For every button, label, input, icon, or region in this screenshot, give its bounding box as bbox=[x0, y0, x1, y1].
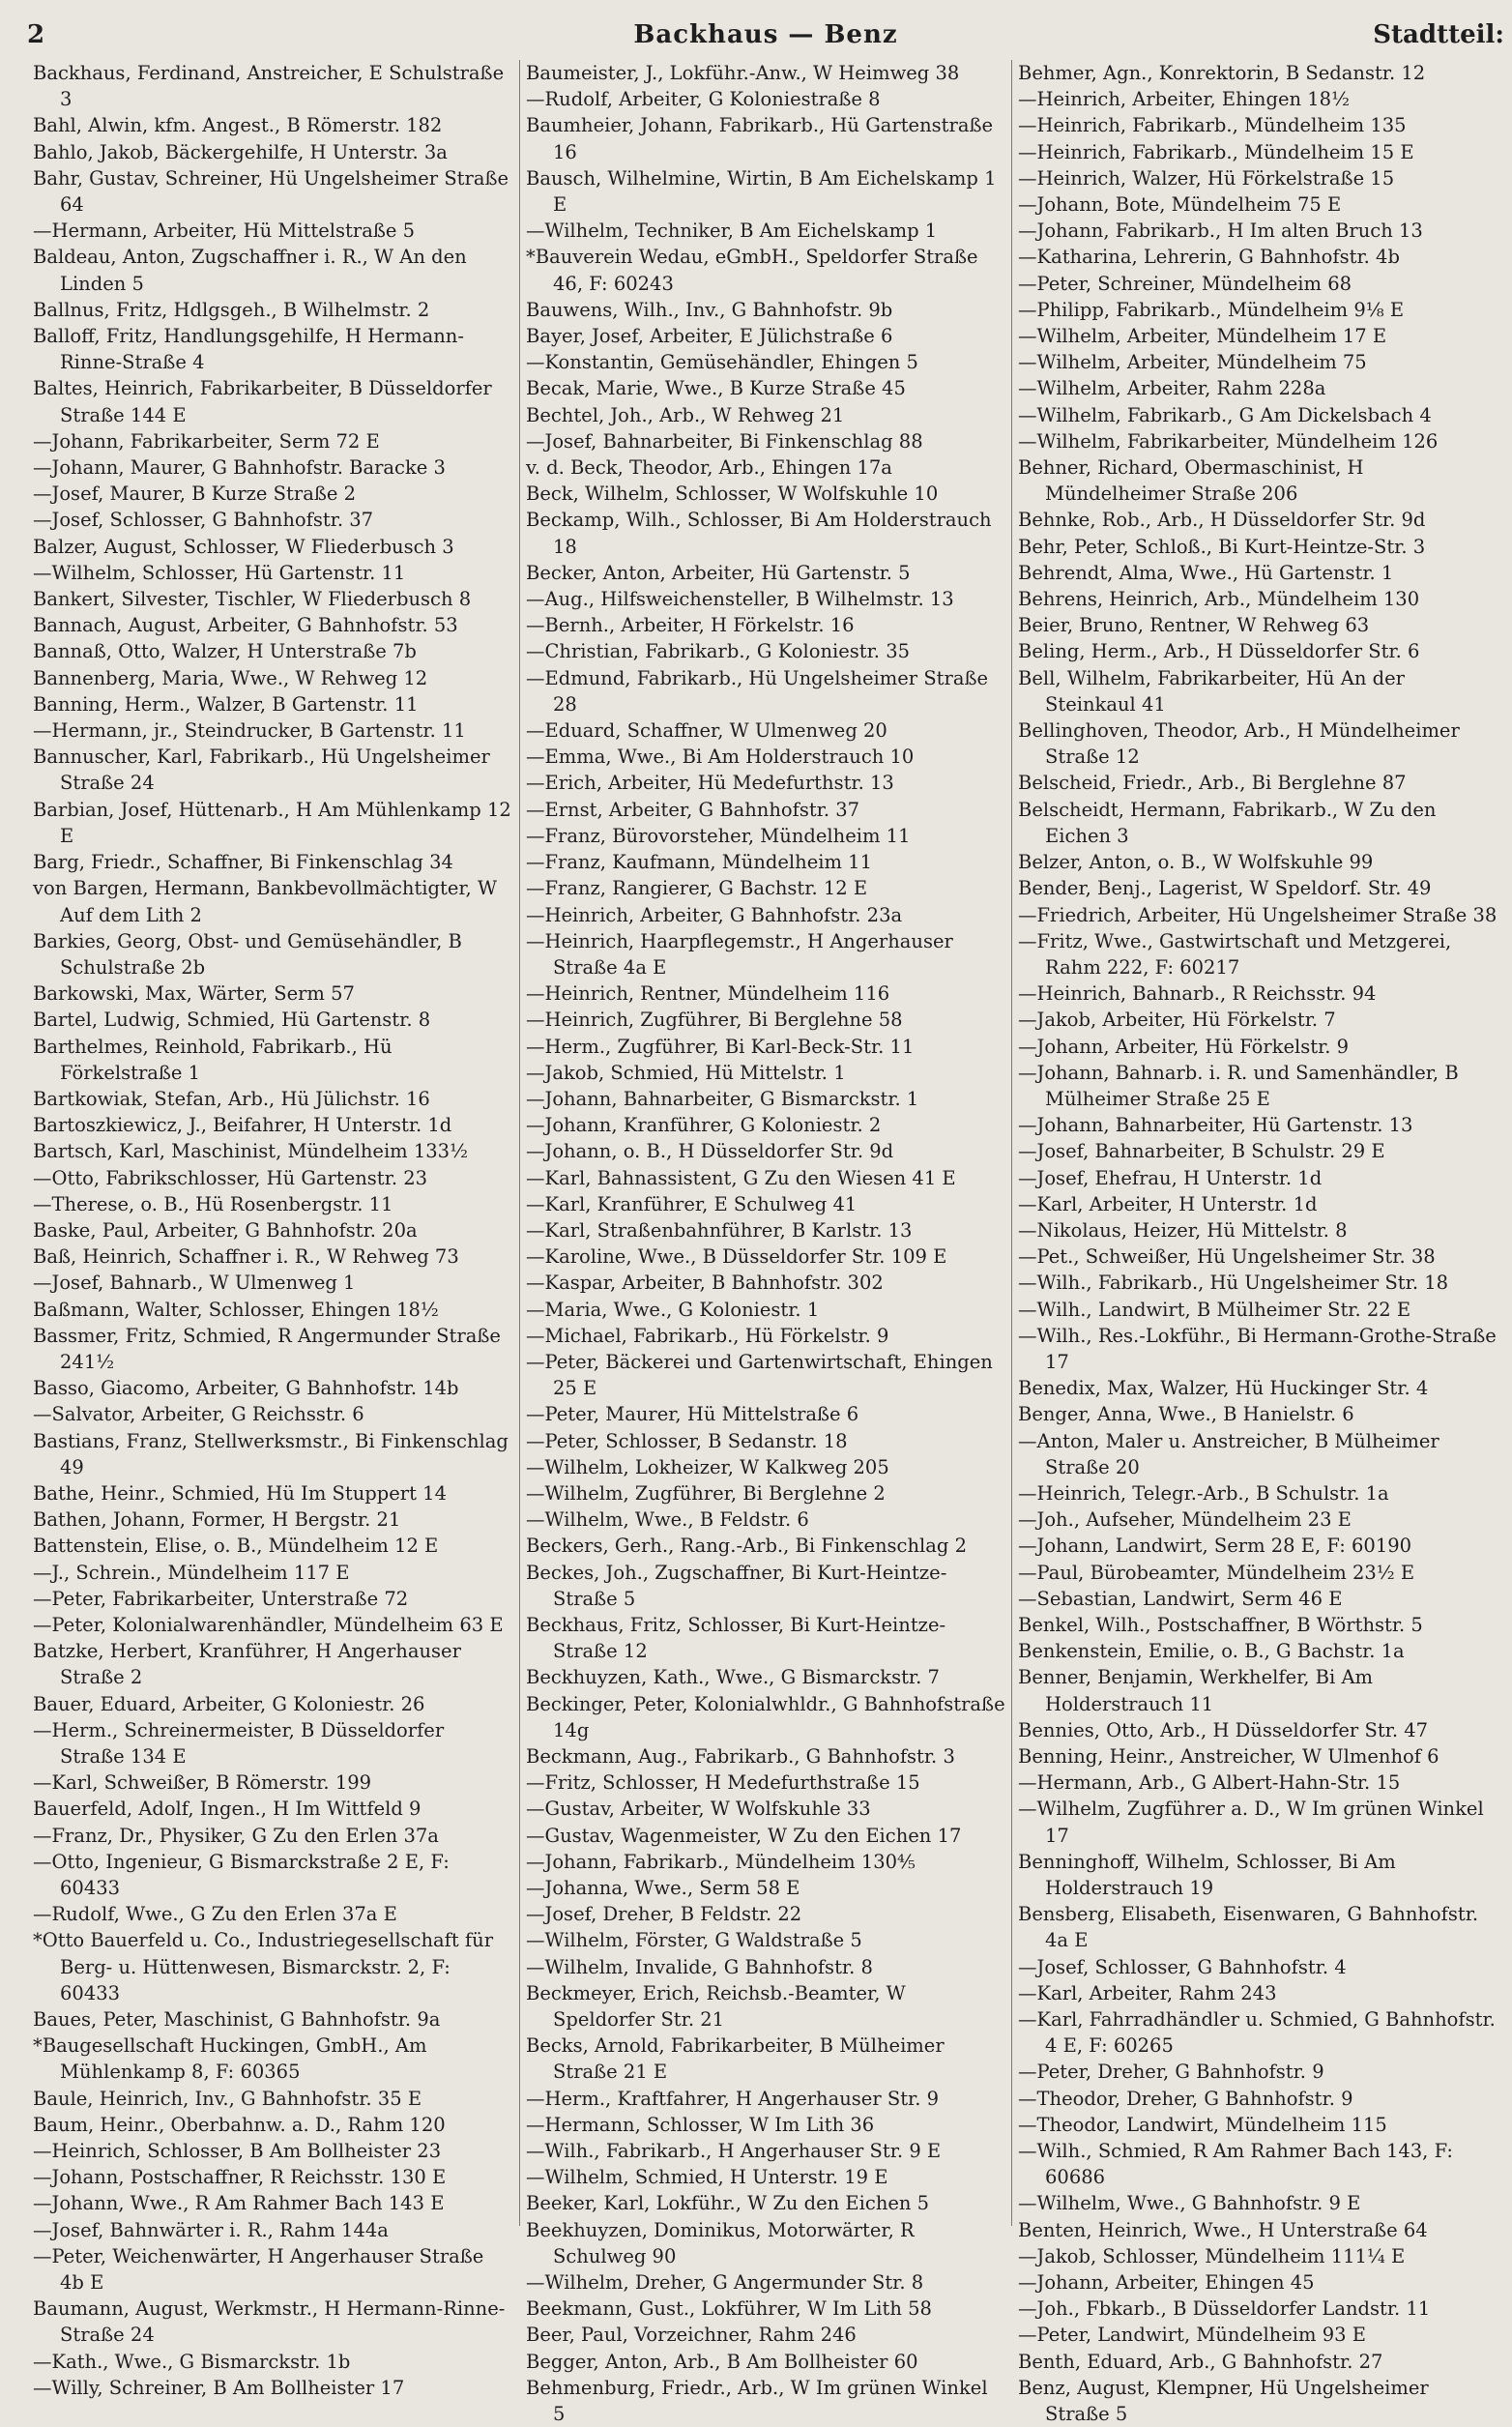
directory-entry: —Karl, Fahrradhändler u. Schmied, G Bahnhofstr. 4 E, F: 60265 bbox=[1018, 2008, 1496, 2058]
directory-entry: —Theodor, Dreher, G Bahnhofstr. 9 bbox=[1018, 2087, 1353, 2110]
directory-entry: —Wilhelm, Wwe., B Feldstr. 6 bbox=[526, 1508, 809, 1532]
directory-entry: —Johann, Postschaffner, R Reichsstr. 130 E bbox=[33, 2166, 447, 2189]
directory-entry: —Karoline, Wwe., B Düsseldorfer Str. 109 E bbox=[526, 1245, 947, 1269]
directory-entry: —J., Schrein., Mündelheim 117 E bbox=[33, 1561, 350, 1584]
directory-entry: Ballnus, Fritz, Hdlgsgeh., B Wilhelmstr. 2 bbox=[33, 298, 430, 321]
directory-entry: —Josef, Bahnwärter i. R., Rahm 144a bbox=[33, 2218, 389, 2241]
directory-entry: —Peter, Schlosser, B Sedanstr. 18 bbox=[526, 1429, 848, 1452]
directory-entry: —Joh., Aufseher, Mündelheim 23 E bbox=[1018, 1508, 1352, 1532]
directory-entry: —Bernh., Arbeiter, H Förkelstr. 16 bbox=[526, 614, 855, 637]
directory-entry: Beling, Herm., Arb., H Düsseldorfer Str. 6 bbox=[1018, 640, 1420, 663]
directory-entry: Barbian, Josef, Hüttenarb., H Am Mühlenkamp 12 E bbox=[33, 798, 511, 847]
directory-entry: —Salvator, Arbeiter, G Reichsstr. 6 bbox=[33, 1403, 364, 1426]
directory-entry: —Johann, Fabrikarb., H Im alten Bruch 13 bbox=[1018, 219, 1423, 243]
directory-entry: —Franz, Kaufmann, Mündelheim 11 bbox=[526, 851, 872, 874]
directory-entry: Benkenstein, Emilie, o. B., G Bachstr. 1a bbox=[1018, 1640, 1405, 1663]
directory-entry: Bannach, August, Arbeiter, G Bahnhofstr. 53 bbox=[33, 614, 458, 637]
directory-entry: Benth, Eduard, Arb., G Bahnhofstr. 27 bbox=[1018, 2350, 1383, 2373]
directory-column-1 bbox=[27, 60, 519, 2399]
directory-entry: —Johann, Bahnarbeiter, G Bismarckstr. 1 bbox=[526, 1087, 919, 1110]
directory-entry: —Wilhelm, Zugführer a. D., W Im grünen Winkel 17 bbox=[1018, 1798, 1484, 1847]
directory-entry: Barkies, Georg, Obst- und Gemüsehändler, B Schulstraße 2b bbox=[33, 929, 462, 979]
directory-entry: Beckmann, Aug., Fabrikarb., G Bahnhofstr. 3 bbox=[526, 1745, 955, 1768]
directory-entry: Backhaus, Ferdinand, Anstreicher, E Schulstraße 3 bbox=[33, 62, 505, 111]
directory-entry: Beckamp, Wilh., Schlosser, Bi Am Holderstrauch 18 bbox=[526, 509, 992, 558]
directory-entry: —Karl, Straßenbahnführer, B Karlstr. 13 bbox=[526, 1218, 913, 1242]
directory-entry: Behr, Peter, Schloß., Bi Kurt-Heintze-Str. 3 bbox=[1018, 535, 1426, 558]
directory-entry: Beckers, Gerh., Rang.-Arb., Bi Finkenschlag 2 bbox=[526, 1535, 967, 1558]
directory-entry: Behrens, Heinrich, Arb., Mündelheim 130 bbox=[1018, 588, 1420, 611]
directory-entry: Beekhuyzen, Dominikus, Motorwärter, R Schulweg 90 bbox=[526, 2218, 915, 2267]
page-title: Backhaus — Benz bbox=[633, 20, 898, 49]
directory-entry: v. d. Beck, Theodor, Arb., Ehingen 17a bbox=[526, 456, 892, 480]
directory-entry: —Peter, Bäckerei und Gartenwirtschaft, Ehingen 25 E bbox=[526, 1350, 993, 1400]
directory-entry: —Hermann, Schlosser, W Im Lith 36 bbox=[526, 2113, 875, 2136]
directory-entry: —Johann, Arbeiter, Ehingen 45 bbox=[1018, 2271, 1315, 2295]
directory-entry: —Erich, Arbeiter, Hü Medefurthstr. 13 bbox=[526, 772, 894, 795]
directory-entry: —Johann, Bahnarbeiter, Hü Gartenstr. 13 bbox=[1018, 1114, 1413, 1137]
directory-entry: —Theodor, Landwirt, Mündelheim 115 bbox=[1018, 2113, 1387, 2136]
directory-entry: —Jakob, Schlosser, Mündelheim 111¼ E bbox=[1018, 2244, 1406, 2267]
directory-entry: Beeker, Karl, Lokführ., W Zu den Eichen 5 bbox=[526, 2192, 930, 2215]
directory-entry: —Edmund, Fabrikarb., Hü Ungelsheimer Straße 28 bbox=[526, 666, 989, 716]
directory-entry: —Eduard, Schaffner, W Ulmenweg 20 bbox=[526, 719, 887, 743]
directory-entry: Beck, Wilhelm, Schlosser, W Wolfskuhle 10 bbox=[526, 482, 939, 506]
directory-entry: —Wilhelm, Lokheizer, W Kalkweg 205 bbox=[526, 1455, 889, 1478]
directory-entry: Baltes, Heinrich, Fabrikarbeiter, B Düsseldorfer Straße 144 E bbox=[33, 377, 492, 426]
directory-entry: —Wilhelm, Zugführer, Bi Berglehne 2 bbox=[526, 1481, 886, 1505]
directory-entry: —Heinrich, Zugführer, Bi Berglehne 58 bbox=[526, 1009, 903, 1032]
directory-entry: —Josef, Maurer, B Kurze Straße 2 bbox=[33, 482, 356, 506]
directory-entry: Beckmeyer, Erich, Reichsb.-Beamter, W Speldorfer Str. 21 bbox=[526, 1981, 906, 2032]
directory-entry: —Otto, Fabrikschlosser, Hü Gartenstr. 23 bbox=[33, 1166, 428, 1189]
directory-entry: —Christian, Fabrikarb., G Koloniestr. 35 bbox=[526, 640, 911, 663]
directory-entry: Belzer, Anton, o. B., W Wolfskuhle 99 bbox=[1018, 851, 1374, 874]
directory-entry: —Heinrich, Fabrikarb., Mündelheim 15 E bbox=[1018, 140, 1414, 163]
directory-entry: —Wilhelm, Schmied, H Unterstr. 19 E bbox=[526, 2166, 888, 2189]
directory-entry: Bassmer, Fritz, Schmied, R Angermunder Straße 241½ bbox=[33, 1324, 501, 1373]
directory-entry: Basso, Giacomo, Arbeiter, G Bahnhofstr. 14b bbox=[33, 1377, 459, 1400]
directory-entry: —Wilhelm, Dreher, G Angermunder Str. 8 bbox=[526, 2271, 924, 2295]
directory-entry: —Hermann, jr., Steindrucker, B Gartenstr. 11 bbox=[33, 719, 466, 743]
directory-entry: —Michael, Fabrikarb., Hü Förkelstr. 9 bbox=[526, 1324, 889, 1347]
directory-entry: —Willy, Schreiner, B Am Bollheister 17 bbox=[33, 2376, 405, 2399]
directory-entry: Baske, Paul, Arbeiter, G Bahnhofstr. 20a bbox=[33, 1218, 418, 1242]
directory-entry: —Heinrich, Schlosser, B Am Bollheister 23 bbox=[33, 2140, 442, 2163]
directory-entry: —Fritz, Wwe., Gastwirtschaft und Metzgerei, Rahm 222, F: 60217 bbox=[1018, 929, 1452, 979]
directory-entry: Bannenberg, Maria, Wwe., W Rehweg 12 bbox=[33, 666, 428, 689]
directory-entry: —Therese, o. B., Hü Rosenbergstr. 11 bbox=[33, 1192, 393, 1215]
directory-entry: —Wilh., Landwirt, B Mülheimer Str. 22 E bbox=[1018, 1298, 1411, 1321]
directory-entry: —Johann, Landwirt, Serm 28 E, F: 60190 bbox=[1018, 1535, 1412, 1558]
directory-entry: —Rudolf, Wwe., G Zu den Erlen 37a E bbox=[33, 1903, 397, 1926]
directory-entry: Bender, Benj., Lagerist, W Speldorf. Str. 49 bbox=[1018, 877, 1432, 900]
directory-entry: —Josef, Bahnarb., W Ulmenweg 1 bbox=[33, 1272, 356, 1295]
directory-entry: —Nikolaus, Heizer, Hü Mittelstr. 8 bbox=[1018, 1218, 1348, 1242]
directory-entry: Bahr, Gustav, Schreiner, Hü Ungelsheimer Straße 64 bbox=[33, 166, 509, 217]
directory-entry: —Johann, Bahnarb. i. R. und Samenhändler, B Mülheimer Straße 25 E bbox=[1018, 1061, 1459, 1110]
directory-column-3 bbox=[1011, 60, 1503, 2426]
directory-entry: —Heinrich, Telegr.-Arb., B Schulstr. 1a bbox=[1018, 1481, 1389, 1505]
directory-entry: Beckhuyzen, Kath., Wwe., G Bismarckstr. 7 bbox=[526, 1666, 940, 1689]
directory-entry: Benz, August, Klempner, Hü Ungelsheimer Straße 5 bbox=[1018, 2376, 1429, 2426]
directory-entry: —Johann, Bote, Mündelheim 75 E bbox=[1018, 193, 1342, 217]
directory-entry: Banning, Herm., Walzer, B Gartenstr. 11 bbox=[33, 692, 419, 716]
directory-entry: —Wilhelm, Schlosser, Hü Gartenstr. 11 bbox=[33, 561, 406, 584]
directory-entry: Bennies, Otto, Arb., H Düsseldorfer Str. 47 bbox=[1018, 1718, 1429, 1741]
page-header bbox=[27, 15, 1504, 54]
directory-entry: Behmenburg, Friedr., Arb., W Im grünen Winkel 5 bbox=[526, 2376, 988, 2426]
directory-entry: Behnke, Rob., Arb., H Düsseldorfer Str. 9d bbox=[1018, 509, 1426, 532]
directory-entry: Bastians, Franz, Stellwerksmstr., Bi Finkenschlag 49 bbox=[33, 1429, 509, 1478]
directory-entry: Beckes, Joh., Zugschaffner, Bi Kurt-Heintze-Straße 5 bbox=[526, 1561, 947, 1610]
directory-entry: Batzke, Herbert, Kranführer, H Angerhauser Straße 2 bbox=[33, 1640, 461, 1689]
directory-entry: —Josef, Schlosser, G Bahnhofstr. 37 bbox=[33, 509, 374, 532]
directory-entry: —Pet., Schweißer, Hü Ungelsheimer Str. 38 bbox=[1018, 1245, 1436, 1269]
directory-entry: —Johann, Fabrikarbeiter, Serm 72 E bbox=[33, 429, 380, 453]
directory-entry: —Gustav, Arbeiter, W Wolfskuhle 33 bbox=[526, 1798, 871, 1821]
directory-entry: —Peter, Kolonialwarenhändler, Mündelheim 63 E bbox=[33, 1613, 504, 1636]
directory-entry: Barthelmes, Reinhold, Fabrikarb., Hü Förkelstraße 1 bbox=[33, 1035, 393, 1084]
directory-entry: —Heinrich, Walzer, Hü Förkelstraße 15 bbox=[1018, 166, 1395, 190]
directory-entry: Benedix, Max, Walzer, Hü Huckinger Str. 4 bbox=[1018, 1377, 1429, 1400]
directory-entry: Baßmann, Walter, Schlosser, Ehingen 18½ bbox=[33, 1298, 439, 1321]
directory-entry: —Friedrich, Arbeiter, Hü Ungelsheimer Straße 38 bbox=[1018, 903, 1497, 926]
directory-entry: —Wilhelm, Arbeiter, Mündelheim 75 bbox=[1018, 351, 1367, 374]
directory-entry: Benning, Heinr., Anstreicher, W Ulmenhof 6 bbox=[1018, 1745, 1439, 1768]
directory-entry: —Wilhelm, Fabrikarbeiter, Mündelheim 126 bbox=[1018, 429, 1439, 453]
directory-entry: —Herm., Zugführer, Bi Karl-Beck-Str. 11 bbox=[526, 1035, 915, 1058]
directory-entry: von Bargen, Hermann, Bankbevollmächtigter, W Auf dem Lith 2 bbox=[33, 877, 497, 926]
directory-entry: —Anton, Maler u. Anstreicher, B Mülheimer Straße 20 bbox=[1018, 1429, 1439, 1478]
directory-entry: —Johann, Fabrikarb., Mündelheim 130⅘ bbox=[526, 1850, 916, 1873]
directory-entry: Becks, Arnold, Fabrikarbeiter, B Mülheimer Straße 21 E bbox=[526, 2034, 945, 2084]
directory-entry: —Heinrich, Fabrikarb., Mündelheim 135 bbox=[1018, 114, 1407, 137]
directory-entry: Bartkowiak, Stefan, Arb., Hü Jülichstr. 16 bbox=[33, 1087, 430, 1110]
directory-entry: Bathe, Heinr., Schmied, Hü Im Stuppert 14 bbox=[33, 1481, 447, 1505]
directory-entry: Barg, Friedr., Schaffner, Bi Finkenschlag 34 bbox=[33, 851, 453, 874]
directory-entry: —Kath., Wwe., G Bismarckstr. 1b bbox=[33, 2350, 351, 2373]
directory-entry: Bayer, Josef, Arbeiter, E Jülichstraße 6 bbox=[526, 325, 893, 348]
directory-entry: —Herm., Schreinermeister, B Düsseldorfer Straße 134 E bbox=[33, 1718, 445, 1768]
directory-entry: —Aug., Hilfsweichensteller, B Wilhelmstr. 13 bbox=[526, 588, 954, 611]
directory-entry: Benger, Anna, Wwe., B Hanielstr. 6 bbox=[1018, 1403, 1354, 1426]
directory-entry: —Karl, Arbeiter, H Unterstr. 1d bbox=[1018, 1192, 1318, 1215]
directory-entry: Becak, Marie, Wwe., B Kurze Straße 45 bbox=[526, 377, 906, 400]
directory-entry: —Konstantin, Gemüsehändler, Ehingen 5 bbox=[526, 351, 918, 374]
directory-entry: Bauerfeld, Adolf, Ingen., H Im Wittfeld 9 bbox=[33, 1798, 422, 1821]
directory-entry: —Johann, Wwe., R Am Rahmer Bach 143 E bbox=[33, 2192, 445, 2215]
directory-entry: —Karl, Arbeiter, Rahm 243 bbox=[1018, 1981, 1277, 2004]
directory-entry: *Bauverein Wedau, eGmbH., Speldorfer Straße 46, F: 60243 bbox=[526, 246, 978, 295]
directory-entry: Bensberg, Elisabeth, Eisenwaren, G Bahnhofstr. 4a E bbox=[1018, 1903, 1479, 1952]
directory-entry: —Katharina, Lehrerin, G Bahnhofstr. 4b bbox=[1018, 246, 1400, 269]
directory-entry: —Fritz, Schlosser, H Medefurthstraße 15 bbox=[526, 1771, 920, 1795]
directory-entry: —Heinrich, Bahnarb., R Reichsstr. 94 bbox=[1018, 982, 1377, 1006]
directory-entry: Bannaß, Otto, Walzer, H Unterstraße 7b bbox=[33, 640, 417, 663]
directory-entry: —Heinrich, Arbeiter, G Bahnhofstr. 23a bbox=[526, 903, 903, 926]
directory-entry: Begger, Anton, Arb., B Am Bollheister 60 bbox=[526, 2350, 918, 2373]
directory-entry: Belscheidt, Hermann, Fabrikarb., W Zu den Eichen 3 bbox=[1018, 798, 1437, 847]
directory-entry: Bechtel, Joh., Arb., W Rehweg 21 bbox=[526, 403, 845, 426]
directory-entry: *Baugesellschaft Huckingen, GmbH., Am Mühlenkamp 8, F: 60365 bbox=[33, 2034, 427, 2084]
directory-entry: Barkowski, Max, Wärter, Serm 57 bbox=[33, 982, 355, 1006]
directory-entry: Baumeister, J., Lokführ.-Anw., W Heimweg 38 bbox=[526, 62, 960, 84]
directory-entry: —Wilh., Fabrikarb., Hü Ungelsheimer Str. 18 bbox=[1018, 1272, 1449, 1295]
directory-entry: —Wilhelm, Arbeiter, Mündelheim 17 E bbox=[1018, 325, 1387, 348]
directory-entry: —Franz, Rangierer, G Bachstr. 12 E bbox=[526, 877, 868, 900]
directory-entry: —Josef, Schlosser, G Bahnhofstr. 4 bbox=[1018, 1955, 1347, 1978]
directory-entry: Baß, Heinrich, Schaffner i. R., W Rehweg 73 bbox=[33, 1245, 459, 1269]
directory-entry: —Johann, o. B., H Düsseldorfer Str. 9d bbox=[526, 1140, 894, 1163]
directory-entry: —Ernst, Arbeiter, G Bahnhofstr. 37 bbox=[526, 798, 860, 821]
directory-entry: Bausch, Wilhelmine, Wirtin, B Am Eichelskamp 1 E bbox=[526, 166, 997, 217]
directory-entry: Beckinger, Peter, Kolonialwhldr., G Bahnhofstraße 14g bbox=[526, 1692, 1005, 1741]
directory-entry: —Karl, Kranführer, E Schulweg 41 bbox=[526, 1192, 858, 1215]
directory-entry: Baumheier, Johann, Fabrikarb., Hü Gartenstraße 16 bbox=[526, 114, 994, 163]
directory-entry: —Wilhelm, Wwe., G Bahnhofstr. 9 E bbox=[1018, 2192, 1361, 2215]
directory-entry: Beer, Paul, Vorzeichner, Rahm 246 bbox=[526, 2324, 857, 2347]
directory-entry: —Heinrich, Rentner, Mündelheim 116 bbox=[526, 982, 890, 1006]
directory-entry: Bell, Wilhelm, Fabrikarbeiter, Hü An der Steinkaul 41 bbox=[1018, 666, 1405, 716]
directory-entry: —Maria, Wwe., G Koloniestr. 1 bbox=[526, 1298, 820, 1321]
directory-entry: —Jakob, Arbeiter, Hü Förkelstr. 7 bbox=[1018, 1009, 1336, 1032]
directory-entry: Benner, Benjamin, Werkhelfer, Bi Am Holderstrauch 11 bbox=[1018, 1666, 1374, 1715]
directory-entry: Bahl, Alwin, kfm. Angest., B Römerstr. 182 bbox=[33, 114, 443, 137]
directory-entry: Bauer, Eduard, Arbeiter, G Koloniestr. 26 bbox=[33, 1692, 425, 1715]
directory-entry: —Heinrich, Arbeiter, Ehingen 18½ bbox=[1018, 88, 1350, 111]
directory-entry: —Wilhelm, Förster, G Waldstraße 5 bbox=[526, 1929, 862, 1952]
directory-entry: —Kaspar, Arbeiter, B Bahnhofstr. 302 bbox=[526, 1272, 884, 1295]
directory-entry: Battenstein, Elise, o. B., Mündelheim 12 E bbox=[33, 1535, 439, 1558]
directory-entry: Belscheid, Friedr., Arb., Bi Berglehne 87 bbox=[1018, 772, 1407, 795]
directory-entry: —Wilhelm, Techniker, B Am Eichelskamp 1 bbox=[526, 219, 938, 243]
directory-entry: Bankert, Silvester, Tischler, W Fliederbusch 8 bbox=[33, 588, 472, 611]
directory-entry: Bahlo, Jakob, Bäckergehilfe, H Unterstr. 3a bbox=[33, 140, 448, 163]
directory-entry: —Heinrich, Haarpflegemstr., H Angerhauser Straße 4a E bbox=[526, 929, 953, 979]
directory-entry: —Johann, Arbeiter, Hü Förkelstr. 9 bbox=[1018, 1035, 1350, 1058]
directory-entry: Benninghoff, Wilhelm, Schlosser, Bi Am Holderstrauch 19 bbox=[1018, 1850, 1396, 1900]
directory-entry: Baum, Heinr., Oberbahnw. a. D., Rahm 120 bbox=[33, 2113, 446, 2136]
directory-entry: Becker, Anton, Arbeiter, Hü Gartenstr. 5 bbox=[526, 561, 911, 584]
directory-entry: Baldeau, Anton, Zugschaffner i. R., W An den Linden 5 bbox=[33, 246, 467, 295]
directory-entry: —Karl, Bahnassistent, G Zu den Wiesen 41 E bbox=[526, 1166, 956, 1189]
section-label: Stadtteil: bbox=[1373, 20, 1504, 49]
directory-entry: Bathen, Johann, Former, H Bergstr. 21 bbox=[33, 1508, 401, 1532]
directory-entry: —Josef, Dreher, B Feldstr. 22 bbox=[526, 1903, 802, 1926]
directory-entry: Beier, Bruno, Rentner, W Rehweg 63 bbox=[1018, 614, 1370, 637]
directory-entry: —Wilh., Res.-Lokführ., Bi Hermann-Grothe-Straße 17 bbox=[1018, 1324, 1497, 1373]
directory-entry: Baumann, August, Werkmstr., H Hermann-Rinne-Straße 24 bbox=[33, 2297, 506, 2347]
directory-entry: Baues, Peter, Maschinist, G Bahnhofstr. 9a bbox=[33, 2008, 441, 2032]
directory-entry: —Wilh., Fabrikarb., H Angerhauser Str. 9 E bbox=[526, 2140, 942, 2163]
directory-entry: —Herm., Kraftfahrer, H Angerhauser Str. 9 bbox=[526, 2087, 940, 2110]
directory-entry: —Peter, Weichenwärter, H Angerhauser Straße 4b E bbox=[33, 2244, 484, 2295]
directory-entry: —Sebastian, Landwirt, Serm 46 E bbox=[1018, 1587, 1343, 1610]
directory-columns bbox=[27, 60, 1504, 2426]
directory-entry: —Rudolf, Arbeiter, G Koloniestraße 8 bbox=[526, 88, 881, 111]
directory-entry: Bellinghoven, Theodor, Arb., H Mündelheimer Straße 12 bbox=[1018, 719, 1460, 769]
directory-entry: Bartoszkiewicz, J., Beifahrer, H Unterstr. 1d bbox=[33, 1114, 452, 1137]
directory-entry: —Wilhelm, Arbeiter, Rahm 228a bbox=[1018, 377, 1326, 400]
directory-entry: —Peter, Landwirt, Mündelheim 93 E bbox=[1018, 2324, 1366, 2347]
directory-entry: —Gustav, Wagenmeister, W Zu den Eichen 17 bbox=[526, 1824, 962, 1847]
directory-entry: —Johanna, Wwe., Serm 58 E bbox=[526, 1877, 800, 1900]
directory-entry: Balloff, Fritz, Handlungsgehilfe, H Hermann-Rinne-Straße 4 bbox=[33, 325, 464, 374]
directory-entry: —Josef, Bahnarbeiter, B Schulstr. 29 E bbox=[1018, 1140, 1385, 1163]
directory-entry: Behmer, Agn., Konrektorin, B Sedanstr. 12 bbox=[1018, 62, 1426, 84]
directory-entry: —Franz, Bürovorsteher, Mündelheim 11 bbox=[526, 824, 911, 847]
directory-entry: —Wilh., Schmied, R Am Rahmer Bach 143, F: 60686 bbox=[1018, 2140, 1453, 2189]
directory-entry: —Peter, Dreher, G Bahnhofstr. 9 bbox=[1018, 2061, 1324, 2084]
directory-entry: —Josef, Ehefrau, H Unterstr. 1d bbox=[1018, 1166, 1323, 1189]
directory-column-2 bbox=[519, 60, 1011, 2426]
directory-entry: Balzer, August, Schlosser, W Fliederbusch 3 bbox=[33, 535, 454, 558]
directory-entry: Beckhaus, Fritz, Schlosser, Bi Kurt-Heintze-Straße 12 bbox=[526, 1613, 946, 1663]
directory-entry: —Joh., Fbkarb., B Düsseldorfer Landstr. 11 bbox=[1018, 2297, 1431, 2321]
directory-entry: —Philipp, Fabrikarb., Mündelheim 9⅛ E bbox=[1018, 298, 1405, 321]
directory-entry: —Wilhelm, Fabrikarb., G Am Dickelsbach 4 bbox=[1018, 403, 1432, 426]
directory-entry: Behner, Richard, Obermaschinist, H Mündelheimer Straße 206 bbox=[1018, 456, 1364, 506]
directory-entry: Bartsch, Karl, Maschinist, Mündelheim 133½ bbox=[33, 1140, 468, 1163]
directory-entry: —Peter, Fabrikarbeiter, Unterstraße 72 bbox=[33, 1587, 409, 1610]
directory-entry: —Emma, Wwe., Bi Am Holderstrauch 10 bbox=[526, 746, 915, 769]
directory-entry: Bauwens, Wilh., Inv., G Bahnhofstr. 9b bbox=[526, 298, 893, 321]
directory-entry: —Wilhelm, Invalide, G Bahnhofstr. 8 bbox=[526, 1955, 873, 1978]
directory-entry: Bartel, Ludwig, Schmied, Hü Gartenstr. 8 bbox=[33, 1009, 431, 1032]
page-number: 2 bbox=[27, 20, 45, 49]
directory-entry: Bannuscher, Karl, Fabrikarb., Hü Ungelsheimer Straße 24 bbox=[33, 746, 490, 795]
directory-entry: —Hermann, Arb., G Albert-Hahn-Str. 15 bbox=[1018, 1771, 1401, 1795]
directory-entry: —Otto, Ingenieur, G Bismarckstraße 2 E, F: 60433 bbox=[33, 1850, 450, 1900]
directory-entry: —Peter, Schreiner, Mündelheim 68 bbox=[1018, 272, 1352, 295]
directory-entry: Benten, Heinrich, Wwe., H Unterstraße 64 bbox=[1018, 2218, 1428, 2241]
directory-entry: Baule, Heinrich, Inv., G Bahnhofstr. 35 E bbox=[33, 2087, 422, 2110]
directory-entry: —Johann, Kranführer, G Koloniestr. 2 bbox=[526, 1114, 882, 1137]
directory-entry: —Josef, Bahnarbeiter, Bi Finkenschlag 88 bbox=[526, 429, 923, 453]
directory-entry: Beekmann, Gust., Lokführer, W Im Lith 58 bbox=[526, 2297, 932, 2321]
directory-entry: —Jakob, Schmied, Hü Mittelstr. 1 bbox=[526, 1061, 846, 1084]
directory-entry: Benkel, Wilh., Postschaffner, B Wörthstr. 5 bbox=[1018, 1613, 1423, 1636]
directory-entry: Behrendt, Alma, Wwe., Hü Gartenstr. 1 bbox=[1018, 561, 1394, 584]
directory-entry: —Peter, Maurer, Hü Mittelstraße 6 bbox=[526, 1403, 859, 1426]
directory-entry: —Paul, Bürobeamter, Mündelheim 23½ E bbox=[1018, 1561, 1415, 1584]
directory-entry: —Johann, Maurer, G Bahnhofstr. Baracke 3 bbox=[33, 456, 446, 480]
directory-entry: —Franz, Dr., Physiker, G Zu den Erlen 37a bbox=[33, 1824, 439, 1847]
directory-entry: —Karl, Schweißer, B Römerstr. 199 bbox=[33, 1771, 372, 1795]
directory-entry: —Hermann, Arbeiter, Hü Mittelstraße 5 bbox=[33, 219, 415, 243]
directory-entry: *Otto Bauerfeld u. Co., Industriegesellschaft für Berg- u. Hüttenwesen, Bismarckstr. 2, F: 60433 bbox=[33, 1929, 494, 2004]
